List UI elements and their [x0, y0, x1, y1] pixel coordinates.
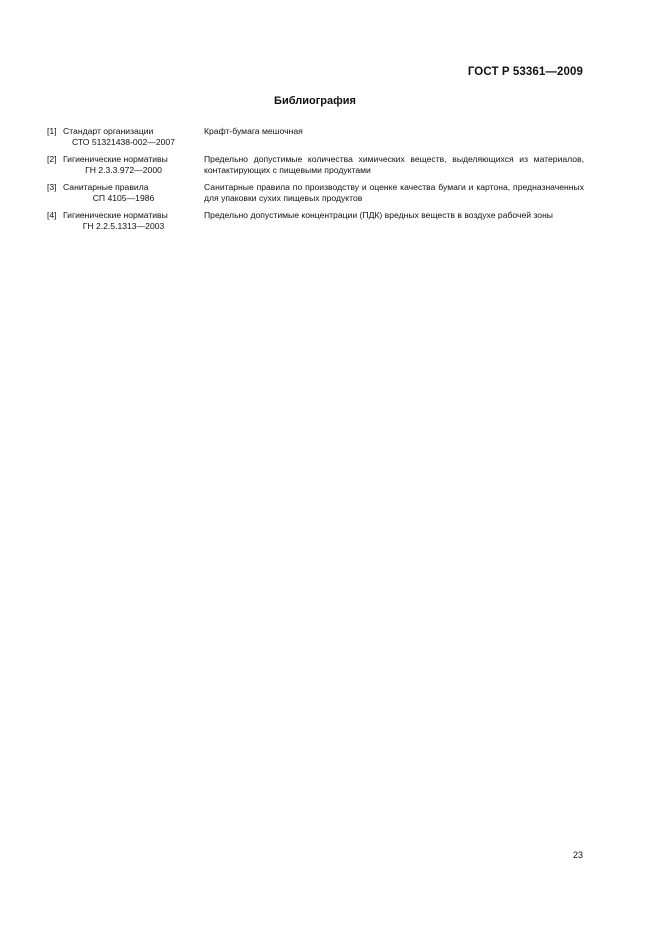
- bibliography-entry: [47, 210, 584, 232]
- entry-source-code: ГН 2.2.5.1313—2003: [82, 221, 165, 231]
- entry-source-type: Гигиенические нормативы: [63, 210, 168, 220]
- entry-source: [63, 126, 204, 148]
- page-title: Библиография: [274, 95, 356, 107]
- entry-source: [63, 154, 204, 176]
- standard-header: ГОСТ Р 53361—2009: [467, 66, 583, 78]
- entry-source-code: СТО 51321438-002—2007: [71, 137, 175, 147]
- entry-source-code: СП 4105—1986: [92, 193, 155, 203]
- entry-source: [63, 182, 204, 204]
- bibliography-entry: [47, 154, 584, 176]
- entry-description: Крафт-бумага мешочная: [204, 126, 303, 136]
- entry-source-type: Стандарт организации: [63, 126, 154, 136]
- entry-source: [63, 210, 204, 232]
- entry-description: Санитарные правила по производству и оценке качества бумаги и картона, предназначенных для упаковки сухих пищевых продуктов: [204, 182, 584, 203]
- entry-source-type: Гигиенические нормативы: [63, 154, 168, 164]
- entry-number: [3]: [47, 182, 57, 192]
- bibliography-entry: [47, 126, 584, 148]
- entry-description: Предельно допустимые количества химических веществ, выделяющихся из материалов, контактирующих с пищевыми продуктами: [204, 154, 584, 175]
- bibliography-entry: [47, 182, 584, 204]
- entry-number: [2]: [47, 154, 57, 164]
- entry-number: [1]: [47, 126, 57, 136]
- entry-number: [4]: [47, 210, 57, 220]
- entry-source-code: ГН 2.3.3.972—2000: [85, 165, 162, 175]
- entry-description: Предельно допустимые концентрации (ПДК) вредных веществ в воздухе рабочей зоны: [204, 210, 553, 220]
- entry-source-type: Санитарные правила: [63, 182, 149, 192]
- bibliography-list: [47, 126, 584, 238]
- page-number: 23: [572, 850, 583, 860]
